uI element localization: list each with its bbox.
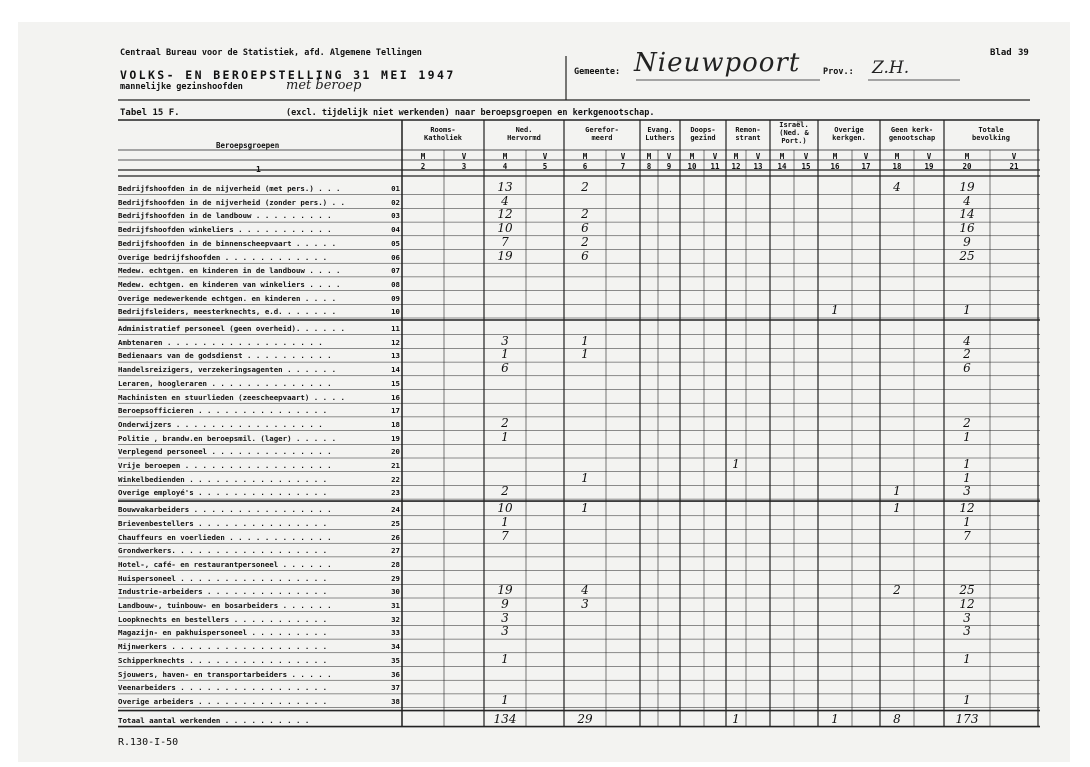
column-number: 10 <box>687 162 697 171</box>
row-number: 02 <box>391 197 400 207</box>
cell-value: 3 <box>501 610 509 625</box>
cell-value: 19 <box>497 583 513 598</box>
row-number: 15 <box>391 378 400 388</box>
sex-label: M <box>582 152 588 161</box>
cell-value: 13 <box>497 180 513 194</box>
total-value: 8 <box>893 711 901 726</box>
column-number: 17 <box>861 162 871 171</box>
gemeente-value: Nieuwpoort <box>634 48 801 78</box>
row-label: Grondwerkers. . . . . . . . . . . . . . . . . . <box>118 546 328 556</box>
denomination-header: Remon- strant <box>735 126 761 142</box>
row-label: Leraren, hoogleraren . . . . . . . . . . . . . . <box>118 378 332 388</box>
cell-value: 12 <box>497 207 513 222</box>
row-number: 25 <box>391 518 400 528</box>
row-number: 38 <box>391 696 400 706</box>
row-number: 14 <box>391 365 400 375</box>
prov-label: Prov.: <box>823 67 854 77</box>
sex-label: M <box>733 152 739 161</box>
cell-value: 4 <box>963 333 971 348</box>
row-label: Bedrijfshoofden in de landbouw . . . . . . . . . <box>118 211 332 221</box>
denomination-header: Gerefor- meerd <box>585 126 619 142</box>
denomination-header: Evang. Luthers <box>645 126 675 142</box>
row-label: Bedienaars van de godsdienst . . . . . . . . . . <box>118 351 332 361</box>
row-label: Onderwijzers . . . . . . . . . . . . . . . . . <box>118 419 323 429</box>
cell-value: 6 <box>501 361 509 376</box>
cell-value: 10 <box>497 221 513 236</box>
column-number: 2 <box>420 162 426 171</box>
sex-label: V <box>666 152 672 161</box>
row-label: Magazijn- en pakhuispersoneel . . . . . . . . . <box>118 628 328 638</box>
row-label: Chauffeurs en voerlieden . . . . . . . . . . . . <box>118 532 332 542</box>
sex-label: V <box>620 152 626 161</box>
row-label: Administratief personeel (geen overheid). . . . . . <box>118 324 345 333</box>
cell-value: 2 <box>581 207 589 222</box>
row-number: 30 <box>391 587 400 597</box>
cell-value: 2 <box>581 234 589 249</box>
row-number: 16 <box>391 392 400 402</box>
row-number: 12 <box>391 337 400 347</box>
cell-value: 1 <box>831 303 839 318</box>
row-number: 26 <box>391 532 400 542</box>
row-number: 29 <box>391 573 400 583</box>
cell-value: 4 <box>501 193 509 208</box>
column-number: 20 <box>962 162 972 171</box>
subject-line: mannelijke gezinshoofden <box>120 82 243 92</box>
column-number: 14 <box>777 162 787 171</box>
row-number: 17 <box>391 406 400 416</box>
row-number: 18 <box>391 419 400 429</box>
row-number: 07 <box>391 266 400 276</box>
sex-label: V <box>926 152 932 161</box>
cell-value: 1 <box>501 429 509 444</box>
cell-value: 1 <box>581 501 589 516</box>
cell-value: 1 <box>963 429 971 444</box>
cell-value: 9 <box>501 597 509 611</box>
cell-value: 1 <box>581 347 589 362</box>
cell-value: 10 <box>497 501 513 516</box>
census-title: VOLKS- EN BEROEPSTELLING 31 MEI 1947 <box>120 68 456 82</box>
cell-value: 6 <box>581 248 589 263</box>
cell-value: 1 <box>963 303 971 318</box>
row-label: Bouwvakarbeiders . . . . . . . . . . . . . . . . <box>118 505 332 515</box>
group-number: 1 <box>256 165 261 174</box>
cell-value: 1 <box>963 692 971 707</box>
cell-value: 2 <box>501 415 509 430</box>
row-label: Handelsreizigers, verzekeringsagenten . . . . . . <box>118 365 337 375</box>
cell-value: 4 <box>893 180 901 194</box>
cell-value: 1 <box>501 692 509 707</box>
denomination-header: Doops- gezind <box>690 126 716 142</box>
sex-label: M <box>894 152 900 161</box>
column-number: 3 <box>461 162 467 171</box>
row-number: 37 <box>391 683 400 693</box>
prov-value: Z.H. <box>872 58 910 78</box>
agency-line: Centraal Bureau voor de Statistiek, afd. Algemene Tellingen <box>120 48 422 58</box>
cell-value: 25 <box>959 248 975 263</box>
row-number: 01 <box>391 184 400 193</box>
row-number: 03 <box>391 211 400 221</box>
cell-value: 19 <box>959 180 975 194</box>
row-number: 24 <box>391 505 400 515</box>
total-value: 173 <box>955 711 979 726</box>
cell-value: 2 <box>963 415 971 430</box>
cell-value: 3 <box>501 624 509 639</box>
cell-value: 3 <box>963 484 971 499</box>
row-label: Mijnwerkers . . . . . . . . . . . . . . . . . . <box>118 642 328 652</box>
cell-value: 4 <box>963 193 971 208</box>
row-number: 13 <box>391 351 400 361</box>
table-label: Tabel 15 F. <box>120 108 180 118</box>
sex-label: M <box>420 152 426 161</box>
cell-value: 1 <box>963 651 971 666</box>
total-value: 1 <box>831 711 839 726</box>
cell-value: 3 <box>963 610 971 625</box>
row-label: Brievenbestellers . . . . . . . . . . . . . . . <box>118 518 328 528</box>
gemeente-label: Gemeente: <box>574 67 621 77</box>
sex-label: V <box>712 152 718 161</box>
row-label: Loopknechts en bestellers . . . . . . . . . . . <box>118 614 328 624</box>
column-number: 6 <box>582 162 588 171</box>
row-label: Bedrijfshoofden winkeliers . . . . . . . . . . . <box>118 225 332 235</box>
row-label: Verplegend personeel . . . . . . . . . . . . . . <box>118 447 332 457</box>
row-number: 28 <box>391 559 400 569</box>
row-number: 23 <box>391 488 400 498</box>
subject-handwritten: met beroep <box>286 78 362 93</box>
row-label: Bedrijfshoofden in de nijverheid (zonder pers.) . . <box>118 197 345 207</box>
row-label: Landbouw-, tuinbouw- en bosarbeiders . . . . . . <box>118 601 332 610</box>
table-caption: (excl. tijdelijk niet werkenden) naar beroepsgroepen en kerkgenootschap. <box>286 108 655 118</box>
cell-value: 16 <box>959 221 975 236</box>
cell-value: 1 <box>963 470 971 485</box>
column-number: 7 <box>620 162 626 171</box>
column-number: 5 <box>542 162 548 171</box>
row-label: Bedrijfshoofden in de binnenscheepvaart . . . . . <box>118 238 337 248</box>
cell-value: 1 <box>501 651 509 666</box>
cell-value: 6 <box>963 361 971 376</box>
cell-value: 7 <box>963 528 971 543</box>
row-number: 10 <box>391 307 400 317</box>
column-number: 16 <box>830 162 840 171</box>
cell-value: 9 <box>963 234 971 249</box>
row-number: 19 <box>391 433 400 443</box>
sex-label: M <box>646 152 652 161</box>
row-number: 22 <box>391 474 400 484</box>
cell-value: 2 <box>501 484 509 499</box>
sex-label: V <box>461 152 467 161</box>
row-number: 04 <box>391 225 400 235</box>
total-value: 1 <box>732 711 740 726</box>
cell-value: 1 <box>581 470 589 485</box>
row-label: Winkelbedienden . . . . . . . . . . . . . . . . <box>118 474 328 484</box>
row-number: 06 <box>391 252 400 262</box>
denomination-header: Totale bevolking <box>972 126 1010 142</box>
row-label: Bedrijfshoofden in de nijverheid (met pers.) . . . <box>118 184 341 193</box>
column-number: 11 <box>710 162 720 171</box>
sheet-number: 39 <box>1018 48 1029 58</box>
row-number: 20 <box>391 447 400 457</box>
sex-label: M <box>964 152 970 161</box>
column-number: 19 <box>924 162 934 171</box>
denomination-header: Overige kerkgen. <box>832 126 866 142</box>
column-number: 15 <box>801 162 811 171</box>
sex-label: M <box>779 152 785 161</box>
row-label: Ambtenaren . . . . . . . . . . . . . . . . . . <box>118 337 323 347</box>
sex-label: M <box>502 152 508 161</box>
row-number: 27 <box>391 546 400 556</box>
column-number: 13 <box>753 162 763 171</box>
cell-value: 3 <box>581 597 589 611</box>
row-number: 36 <box>391 669 400 679</box>
cell-value: 3 <box>501 333 509 348</box>
column-number: 12 <box>731 162 741 171</box>
row-number: 35 <box>391 655 400 665</box>
denomination-header: Israël. (Ned. & Port.) <box>779 121 809 145</box>
column-number: 18 <box>892 162 902 171</box>
sex-label: M <box>832 152 838 161</box>
cell-value: 1 <box>581 333 589 348</box>
row-label: Medew. echtgen. en kinderen in de landbouw . . . . <box>118 266 341 276</box>
sex-label: M <box>689 152 695 161</box>
cell-value: 12 <box>959 501 975 516</box>
cell-value: 1 <box>732 457 740 471</box>
sheet-label: Blad <box>990 48 1012 58</box>
row-number: 21 <box>391 461 400 470</box>
row-label: Schipperknechts . . . . . . . . . . . . . . . . <box>118 655 328 665</box>
cell-value: 2 <box>963 347 971 362</box>
denomination-header: Rooms- Katholiek <box>424 126 462 142</box>
row-label: Industrie-arbeiders . . . . . . . . . . . . . . <box>118 587 328 597</box>
form-code: R.130-I-50 <box>118 737 179 748</box>
column-number: 4 <box>502 162 508 171</box>
row-number: 11 <box>391 324 400 333</box>
sex-label: V <box>803 152 809 161</box>
row-number: 34 <box>391 642 400 652</box>
cell-value: 1 <box>893 484 901 499</box>
row-label: Medew. echtgen. en kinderen van winkeliers . . . . <box>118 279 341 289</box>
column-number: 9 <box>666 162 672 171</box>
column-number: 21 <box>1009 162 1019 171</box>
row-number: 32 <box>391 614 400 624</box>
cell-value: 1 <box>893 501 901 516</box>
cell-value: 3 <box>963 624 971 639</box>
cell-value: 7 <box>501 234 509 249</box>
cell-value: 1 <box>501 514 509 529</box>
row-label: Machinisten en stuurlieden (zeescheepvaart) . . . . <box>118 392 345 402</box>
row-label: Vrije beroepen . . . . . . . . . . . . . . . . . <box>118 461 332 470</box>
row-number: 33 <box>391 628 400 638</box>
sex-label: V <box>755 152 761 161</box>
cell-value: 1 <box>963 457 971 471</box>
row-label: Overige medewerkende echtgen. en kinderen . . . . <box>118 293 337 303</box>
row-label: Beroepsofficieren . . . . . . . . . . . . . . . <box>118 406 328 416</box>
denomination-header: Geen kerk- genootschap <box>888 126 936 142</box>
sex-label: V <box>542 152 548 161</box>
row-label: Bedrijfsleiders, meesterknechts, e.d. . . . . . . <box>118 307 337 317</box>
cell-value: 7 <box>501 528 509 543</box>
row-label: Hotel-, café- en restaurantpersoneel . . . . . . <box>118 559 332 569</box>
row-number: 31 <box>391 601 400 610</box>
sex-label: V <box>863 152 869 161</box>
row-label: Overige arbeiders . . . . . . . . . . . . . . . <box>118 696 328 706</box>
row-label: Politie , brandw.en beroepsmil. (lager) . . . . . <box>118 433 337 443</box>
cell-value: 2 <box>581 180 589 194</box>
row-number: 08 <box>391 279 400 289</box>
row-label: Overige employé's . . . . . . . . . . . . . . . <box>118 488 328 498</box>
total-value: 29 <box>577 711 593 726</box>
row-label: Sjouwers, haven- en transportarbeiders . . . . . <box>118 669 332 679</box>
row-label: Huispersoneel . . . . . . . . . . . . . . . . . <box>118 573 328 583</box>
cell-value: 6 <box>581 221 589 236</box>
cell-value: 2 <box>893 583 901 598</box>
cell-value: 4 <box>581 583 589 598</box>
cell-value: 12 <box>959 597 975 611</box>
denomination-header: Ned. Hervormd <box>507 126 541 142</box>
cell-value: 14 <box>959 207 975 222</box>
row-number: 09 <box>391 293 400 303</box>
total-label: Totaal aantal werkenden . . . . . . . . . . <box>118 715 310 725</box>
row-label: Veenarbeiders . . . . . . . . . . . . . . . . . <box>118 683 328 693</box>
cell-value: 1 <box>963 514 971 529</box>
cell-value: 1 <box>501 347 509 362</box>
row-label: Overige bedrijfshoofden . . . . . . . . . . . . <box>118 252 328 262</box>
cell-value: 19 <box>497 248 513 263</box>
row-number: 05 <box>391 238 400 248</box>
cell-value: 25 <box>959 583 975 598</box>
total-value: 134 <box>493 711 517 726</box>
column-number: 8 <box>646 162 652 171</box>
sex-label: V <box>1011 152 1017 161</box>
group-header: Beroepsgroepen <box>216 141 280 150</box>
